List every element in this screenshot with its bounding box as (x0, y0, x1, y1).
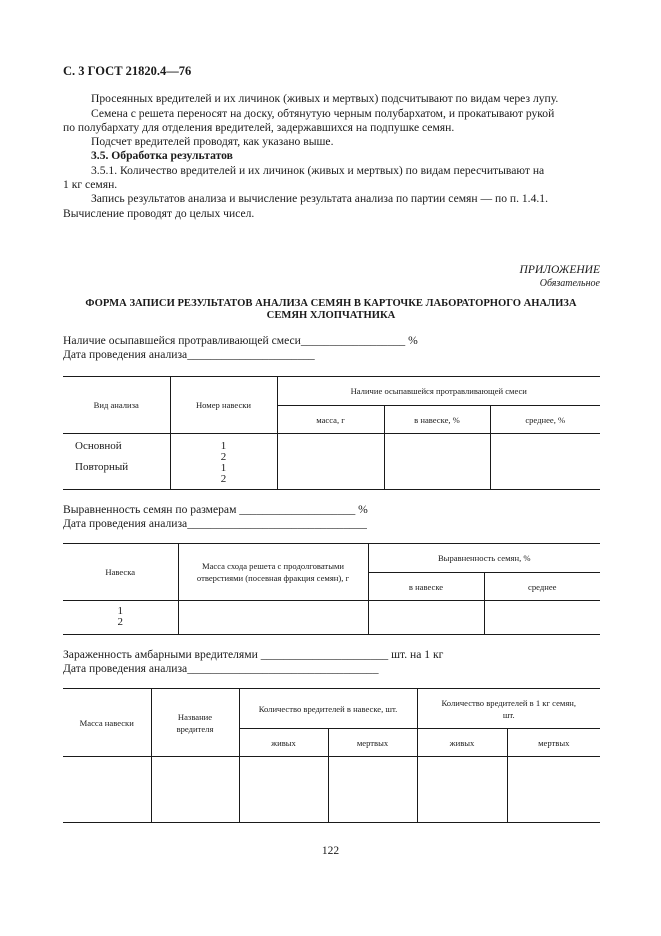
cell-empty (384, 434, 490, 490)
cell-empty (490, 434, 600, 490)
th-sieve-mass-line1: Масса схода решета с продолговатыми (201, 561, 345, 571)
th-pests-per-kg-line2: шт. (502, 709, 515, 720)
page-number: 122 (321, 845, 340, 857)
th-mass: масса, г (277, 406, 384, 434)
cell-empty (368, 601, 484, 635)
cell-empty (63, 757, 151, 823)
sample-num: 2 (220, 473, 227, 485)
th-sieve-mass (178, 544, 368, 601)
cell-empty (178, 601, 368, 635)
th-alive: живых (239, 729, 328, 757)
cell-empty (507, 757, 600, 823)
paragraph-record: Запись результатов анализа и вычисление результата анализа по партии семян — по п. 1.4.1. (91, 192, 548, 205)
th-analysis-type: Вид анализа (63, 377, 170, 434)
field-pest-infestation: Зараженность амбарными вредителями ______________________ шт. на 1 кг (63, 648, 444, 661)
th-alive: живых (417, 729, 507, 757)
th-sieve-mass-line2: отверстиями (посевная фракция семян), г (196, 573, 350, 583)
table-infestation (63, 688, 600, 823)
th-pest-name (151, 689, 239, 757)
th-dead: мертвых (507, 729, 600, 757)
th-uniformity-group: Выравненность семян, % (368, 544, 600, 573)
th-pests-per-kg-line1: Количество вредителей в 1 кг семян, (441, 697, 577, 708)
th-pests-per-kg (417, 689, 600, 729)
th-in-sample: в навеске (368, 573, 484, 601)
table-uniformity (63, 543, 600, 635)
field-seed-uniformity: Выравненность семян по размерам ____________________ % (63, 503, 368, 516)
cell-analysis-types (63, 434, 170, 490)
field-mixture-presence: Наличие осыпавшейся протравливающей смеси__________________ % (63, 334, 418, 347)
cell-empty (277, 434, 384, 490)
appendix-title: ПРИЛОЖЕНИЕ (519, 264, 600, 276)
paragraph-seeds-transfer-cont: по полубархату для отделения вредителей, задержавшихся на подпушке семян. (63, 121, 455, 134)
sample-num: 1 (117, 605, 123, 617)
th-average: среднее (484, 573, 600, 601)
form-title-line1: ФОРМА ЗАПИСИ РЕЗУЛЬТАТОВ АНАЛИЗА СЕМЯН В КАРТОЧКЕ ЛАБОРАТОРНОГО АНАЛИЗА (85, 298, 577, 309)
cell-empty (328, 757, 417, 823)
cell-sample-numbers (170, 434, 277, 490)
th-pest-name-line2: вредителя (176, 723, 214, 734)
cell-empty (484, 601, 600, 635)
row-repeat-label: Повторный (75, 461, 129, 473)
table-mixture (63, 376, 600, 490)
th-average: среднее, % (490, 406, 600, 434)
page-header: С. 3 ГОСТ 21820.4—76 (63, 64, 192, 78)
field-analysis-date-3: Дата проведения анализа_________________________________ (63, 662, 379, 675)
th-in-sample: в навеске, % (384, 406, 490, 434)
field-analysis-date-2: Дата проведения анализа_______________________________ (63, 517, 367, 530)
sample-num: 2 (220, 451, 227, 463)
cell-empty (151, 757, 239, 823)
paragraph-recalc-cont: 1 кг семян. (63, 178, 118, 191)
cell-empty (417, 757, 507, 823)
th-dead: мертвых (328, 729, 417, 757)
paragraph-sieved-pests: Просеянных вредителей и их личинок (живых и мертвых) подсчитывают по видам через лупу. (91, 92, 559, 105)
sample-num: 1 (220, 440, 227, 452)
cell-empty (239, 757, 328, 823)
th-sample-number: Номер навески (170, 377, 277, 434)
sample-num: 2 (117, 616, 123, 628)
paragraph-record-cont: Вычисление проводят до целых чисел. (63, 207, 255, 220)
th-mixture-group: Наличие осыпавшейся протравливающей смеси (277, 377, 600, 406)
th-sample: Навеска (63, 544, 178, 601)
appendix-label (520, 264, 600, 290)
paragraph-seeds-transfer: Семена с решета переносят на доску, обтянутую черным полубархатом, и прокатывают рукой (91, 107, 555, 120)
appendix-subtitle: Обязательное (539, 278, 600, 289)
th-pests-in-sample: Количество вредителей в навеске, шт. (239, 689, 417, 729)
th-sample-mass: Масса навески (63, 689, 151, 757)
row-main-label: Основной (75, 440, 122, 452)
paragraph-count-pests: Подсчет вредителей проводят, как указано выше. (91, 135, 334, 148)
sample-num: 1 (220, 462, 227, 474)
field-analysis-date-1: Дата проведения анализа______________________ (63, 348, 315, 361)
section-heading-processing: 3.5. Обработка результатов (91, 149, 233, 162)
form-title-line2: СЕМЯН ХЛОПЧАТНИКА (266, 310, 396, 321)
form-title (63, 298, 599, 322)
cell-sample-numbers (63, 601, 178, 635)
paragraph-recalc: 3.5.1. Количество вредителей и их личинок (живых и мертвых) по видам пересчитывают на (91, 164, 545, 177)
th-pest-name-line1: Название (177, 711, 213, 722)
